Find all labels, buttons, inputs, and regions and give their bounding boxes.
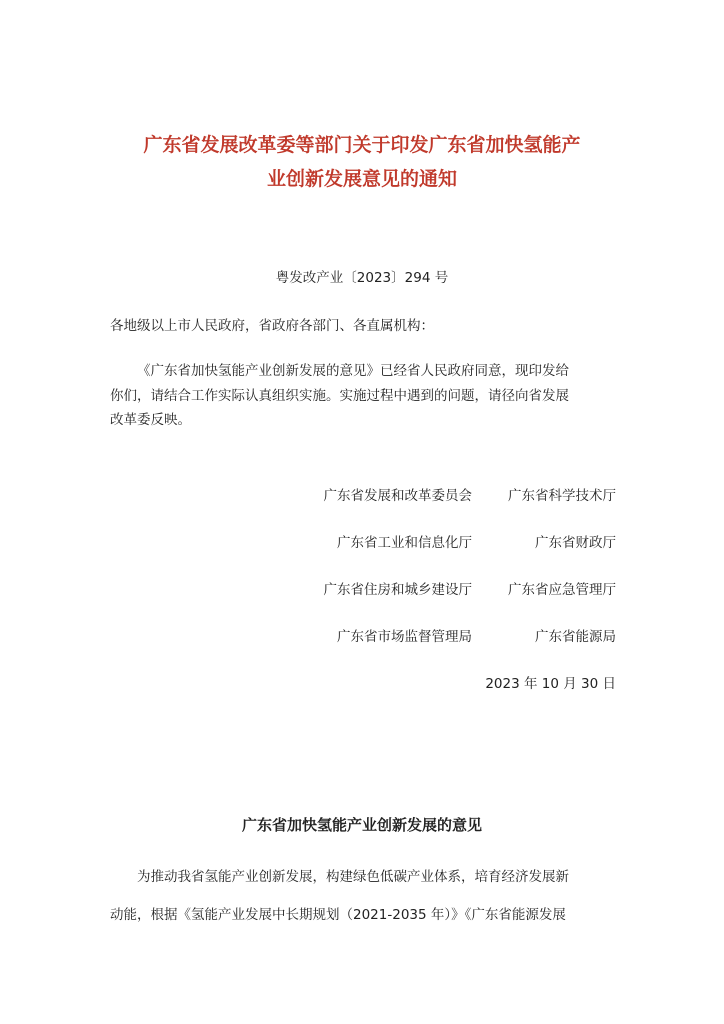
signer-right: 广东省财政厅 (535, 535, 616, 551)
addressee: 各地级以上市人民政府，省政府各部门、各直属机构： (110, 318, 434, 334)
notice-body-line-1: 《广东省加快氢能产业创新发展的意见》已经省人民政府同意，现印发给 (137, 363, 569, 379)
notice-body-line-3: 改革委反映。 (110, 412, 191, 428)
signer-right: 广东省能源局 (535, 629, 616, 645)
notice-body-line-2: 你们，请结合工作实际认真组织实施。实施过程中遇到的问题，请径向省发展 (110, 387, 569, 404)
notice-title-line-2: 业创新发展意见的通知 (266, 168, 457, 190)
notice-body (110, 359, 616, 433)
issue-date: 2023 年 10 月 30 日 (485, 676, 616, 692)
signer-left: 广东省住房和城乡建设厅 (323, 582, 472, 598)
signer-row (272, 578, 616, 625)
signer-left: 广东省发展和改革委员会 (323, 488, 472, 504)
signer-right: 广东省应急管理厅 (508, 582, 616, 598)
signer-right: 广东省科学技术厅 (508, 488, 616, 504)
notice-title (100, 128, 624, 196)
issuing-departments (272, 484, 616, 672)
signer-row (272, 484, 616, 531)
signer-left: 广东省市场监督管理局 (337, 629, 472, 645)
opinion-body-line-2: 动能，根据《氢能产业发展中长期规划（2021-2035 年）》《广东省能源发展 (110, 907, 566, 923)
opinion-title: 广东省加快氢能产业创新发展的意见 (241, 816, 482, 834)
opinion-body (110, 858, 616, 934)
opinion-body-line-1: 为推动我省氢能产业创新发展，构建绿色低碳产业体系，培育经济发展新 (137, 869, 569, 885)
document-number: 粤发改产业〔2023〕294 号 (275, 270, 449, 286)
notice-title-line-1: 广东省发展改革委等部门关于印发广东省加快氢能产 (143, 134, 581, 156)
signer-row (272, 531, 616, 578)
signer-left: 广东省工业和信息化厅 (337, 535, 472, 551)
signer-row (272, 625, 616, 672)
